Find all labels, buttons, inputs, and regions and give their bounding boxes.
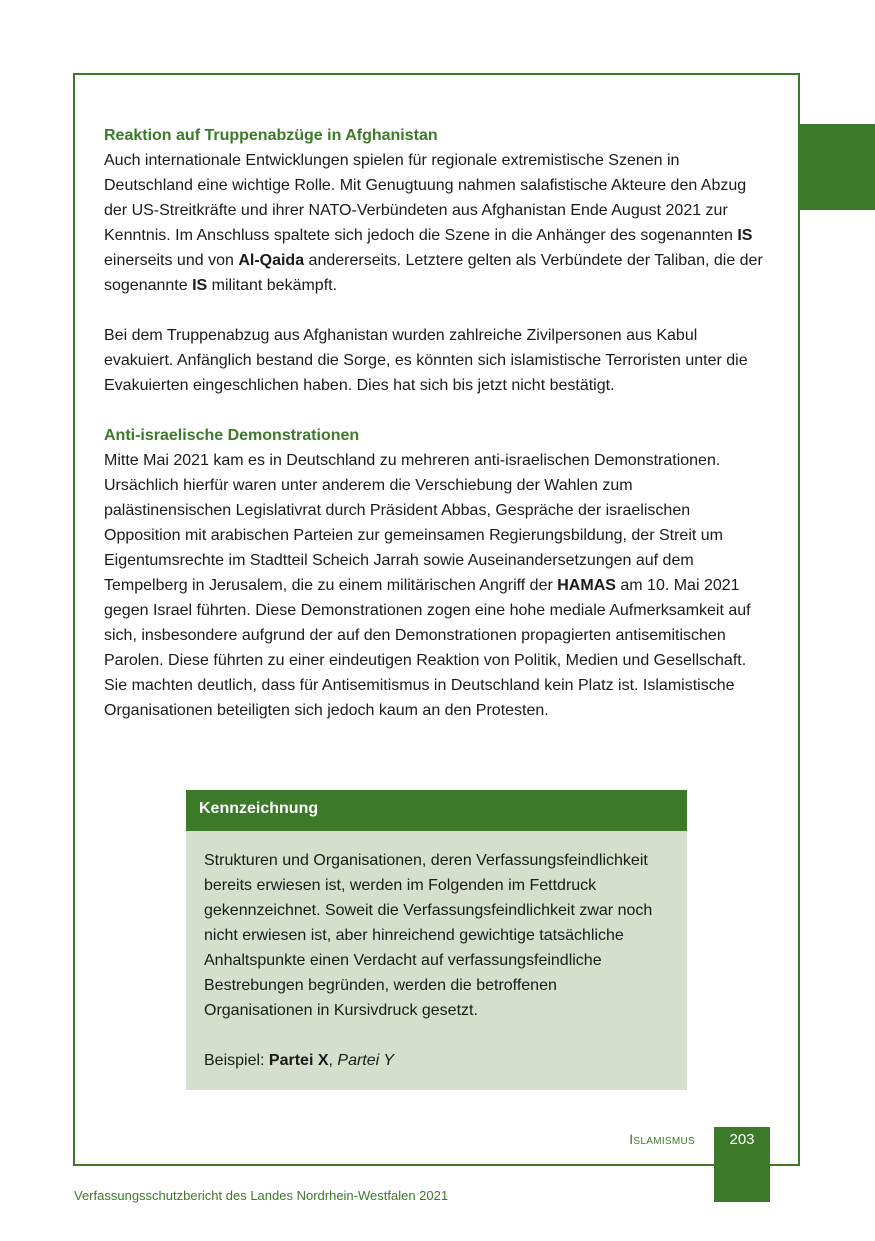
section-heading-afghanistan: Reaktion auf Truppenabzüge in Afghanistan xyxy=(104,127,438,144)
section-afghanistan xyxy=(104,123,764,398)
bold-org-alqaida: Al-Qaida xyxy=(238,252,305,269)
text-run: Auch internationale Entwicklungen spielen für regionale extremistische Szenen in Deutschland eine wichtige Rolle. Mit Genugtuung nahmen salafistische Akteure den Abzug der US-Streitkräfte und ihrer NATO-Verbündeten aus Afghanistan Ende August 2021 zur Kenntnis. Im Anschluss spaltete sich jedoch die Szene in die Anhänger des sogenannten xyxy=(104,152,747,244)
bold-org-is: IS xyxy=(737,227,753,244)
text-run: einerseits und von xyxy=(104,252,239,269)
main-content xyxy=(104,123,764,723)
bold-org-is: IS xyxy=(192,277,208,294)
info-box-example xyxy=(204,1048,669,1073)
bold-org-hamas: HAMAS xyxy=(557,577,616,594)
example-italic: Partei Y xyxy=(337,1052,395,1069)
paragraph-demonstrations xyxy=(104,448,764,723)
example-bold: Partei X xyxy=(268,1052,329,1069)
section-demonstrations xyxy=(104,423,764,723)
footer-section-label: Islamismus xyxy=(629,1131,695,1147)
info-box-text: Strukturen und Organisationen, deren Verfassungsfeindlichkeit bereits erwiesen ist, werden im Folgenden im Fettdruck gekennzeichnet. Soweit die Verfassungsfeindlichkeit zwar noch nicht erwiesen ist, aber hinreichend gewichtige tatsächliche Anhaltspunkte einen Verdacht auf verfassungsfeindliche Bestrebungen begründen, werden die betroffenen Organisationen in Kursivdruck gesetzt. xyxy=(204,852,653,1019)
text-run: am 10. Mai 2021 gegen Israel führten. Diese Demonstrationen zogen eine hohe mediale Aufmerksamkeit auf sich, insbesondere aufgrund der auf den Demonstrationen propagierten antisemitischen Parolen. Diese führten zu einer eindeutigen Reaktion von Politik, Medien und Gesellschaft. Sie machten deutlich, dass für Antisemitismus in Deutschland kein Platz ist. Islamistische Organisationen beteiligten sich jedoch kaum an den Protesten. xyxy=(104,577,751,719)
report-title: Verfassungsschutzbericht des Landes Nordrhein-Westfalen 2021 xyxy=(74,1188,449,1203)
text-run: andererseits. Letztere gelten als Verbündete der Taliban, die der sogenannte xyxy=(104,252,763,294)
chapter-tab-marker xyxy=(798,124,875,210)
text-run: Mitte Mai 2021 kam es in Deutschland zu mehreren anti-israelischen Demonstrationen. Ursächlich hierfür waren unter anderem die Verschiebung der Wahlen zum palästinensischen Legislativrat durch Präsident Abbas, Gespräche der israelischen Opposition mit arabischen Parteien zur gemeinsamen Regierungsbildung, der Streit um Eigentumsrechte im Stadtteil Scheich Jarrah sowie Auseinandersetzungen auf dem Tempelberg in Jerusalem, die zu einem militärischen Angriff der xyxy=(104,452,723,594)
text-run: militant bekämpft. xyxy=(207,277,338,294)
info-box-body xyxy=(186,831,687,1073)
example-separator: , xyxy=(328,1052,338,1069)
page-number: 203 xyxy=(714,1127,770,1202)
info-box-kennzeichnung xyxy=(186,790,687,1090)
info-box-title: Kennzeichnung xyxy=(186,790,687,831)
example-prefix: Beispiel: xyxy=(204,1052,269,1069)
paragraph-afghanistan-1 xyxy=(104,148,764,298)
section-heading-demonstrations: Anti-israelische Demonstrationen xyxy=(104,427,360,444)
paragraph-afghanistan-2: Bei dem Truppenabzug aus Afghanistan wurden zahlreiche Zivilpersonen aus Kabul evakuiert. Anfänglich bestand die Sorge, es könnten sich islamistische Terroristen unter die Evakuierten eingeschlichen haben. Dies hat sich bis jetzt nicht bestätigt. xyxy=(104,327,748,394)
